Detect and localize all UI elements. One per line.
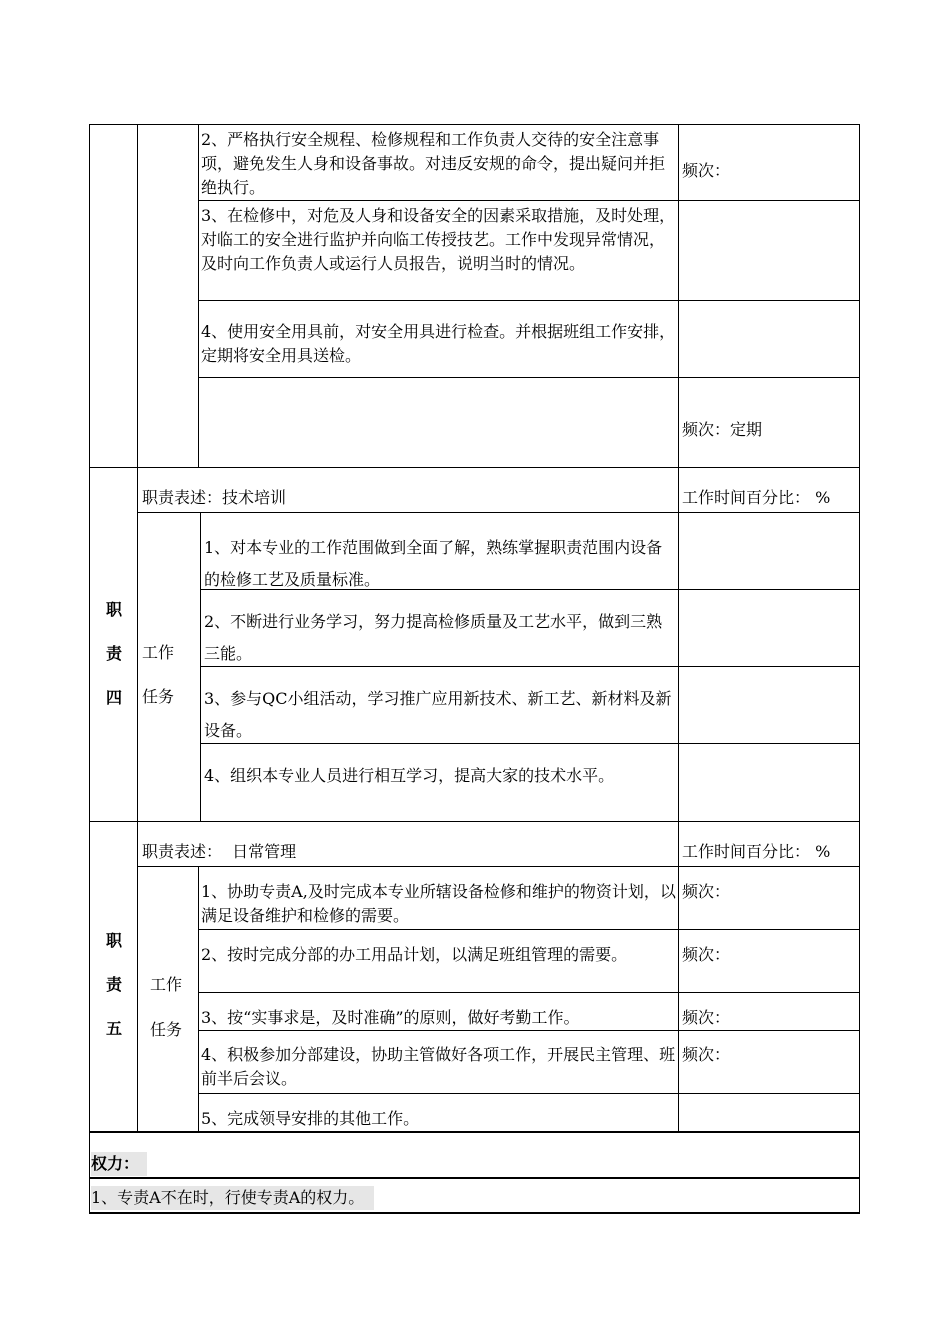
divider xyxy=(198,929,859,930)
authority-item: 1、专责A不在时，行使专责A的权力。 xyxy=(91,1186,374,1210)
duty-description: 职责表述： 日常管理 xyxy=(142,842,297,861)
table-border-bottom xyxy=(89,1212,860,1214)
table-border-right xyxy=(859,124,860,1214)
frequency-label: 频次： xyxy=(682,1045,731,1064)
divider xyxy=(198,124,199,467)
divider xyxy=(198,377,859,378)
work-label: 工作 xyxy=(150,975,183,994)
divider xyxy=(678,467,679,821)
divider xyxy=(198,992,859,993)
frequency-label: 频次： xyxy=(682,945,731,964)
task-item: 3、参与QC小组活动，学习推广应用新技术、新工艺、新材料及新设备。 xyxy=(204,689,672,740)
divider xyxy=(678,821,679,1132)
time-percent-label: 工作时间百分比： % xyxy=(682,488,831,507)
task-item: 4、积极参加分部建设，协助主管做好各项工作，开展民主管理、班前半后会议。 xyxy=(201,1045,676,1088)
task-item: 1、对本专业的工作范围做到全面了解，熟练掌握职责范围内设备的检修工艺及质量标准。 xyxy=(204,538,663,589)
duty-number-label: 职 责 五 xyxy=(105,931,122,1038)
task-item: 3、按“实事求是，及时准确”的原则，做好考勤工作。 xyxy=(201,1008,580,1027)
frequency-label: 频次：定期 xyxy=(682,420,763,439)
table-border-top xyxy=(89,124,860,125)
divider xyxy=(137,821,138,1132)
work-label: 工作 xyxy=(142,643,175,662)
divider xyxy=(137,866,859,867)
divider xyxy=(198,1093,859,1094)
divider xyxy=(137,467,138,821)
frequency-label: 频次： xyxy=(682,1008,731,1027)
task-label: 任务 xyxy=(150,1020,183,1039)
authority-heading: 权力： xyxy=(91,1152,147,1176)
table-border-left xyxy=(89,124,90,1214)
task-item: 1、协助专责A,及时完成本专业所辖设备检修和维护的物资计划，以满足设备维护和检修的需要。 xyxy=(201,882,676,925)
divider xyxy=(137,124,138,467)
task-item: 2、严格执行安全规程、检修规程和工作负责人交待的安全注意事项，避免发生人身和设备事故。对违反安规的命令，提出疑问并拒绝执行。 xyxy=(201,130,666,197)
authority-divider xyxy=(89,1177,860,1179)
time-percent-label: 工作时间百分比： % xyxy=(682,842,831,861)
task-item: 4、使用安全用具前，对安全用具进行检查。并根据班组工作安排，定期将安全用具送检。 xyxy=(201,322,676,365)
task-item: 4、组织本专业人员进行相互学习，提高大家的技术水平。 xyxy=(204,766,615,785)
task-item: 5、完成领导安排的其他工作。 xyxy=(201,1109,420,1128)
section-divider xyxy=(89,821,860,822)
divider xyxy=(198,200,859,201)
duty-number-label: 职 责 四 xyxy=(105,600,122,707)
task-item: 2、不断进行业务学习，努力提高检修质量及工艺水平，做到三熟三能。 xyxy=(204,612,663,663)
frequency-label: 频次： xyxy=(682,882,731,901)
task-label: 任务 xyxy=(142,687,175,706)
frequency-label: 频次： xyxy=(682,161,731,180)
divider xyxy=(137,512,859,513)
duty-description: 职责表述：技术培训 xyxy=(142,488,287,507)
divider xyxy=(198,1030,859,1031)
section-divider xyxy=(89,467,860,468)
task-item: 3、在检修中，对危及人身和设备安全的因素采取措施，及时处理，对临工的安全进行监护并向临工传授技艺。工作中发现异常情况，及时向工作负责人或运行人员报告，说明当时的情况。 xyxy=(201,206,676,273)
authority-divider xyxy=(89,1131,860,1133)
task-item: 2、按时完成分部的办工用品计划，以满足班组管理的需要。 xyxy=(201,945,628,964)
divider xyxy=(198,300,859,301)
divider xyxy=(678,124,679,467)
